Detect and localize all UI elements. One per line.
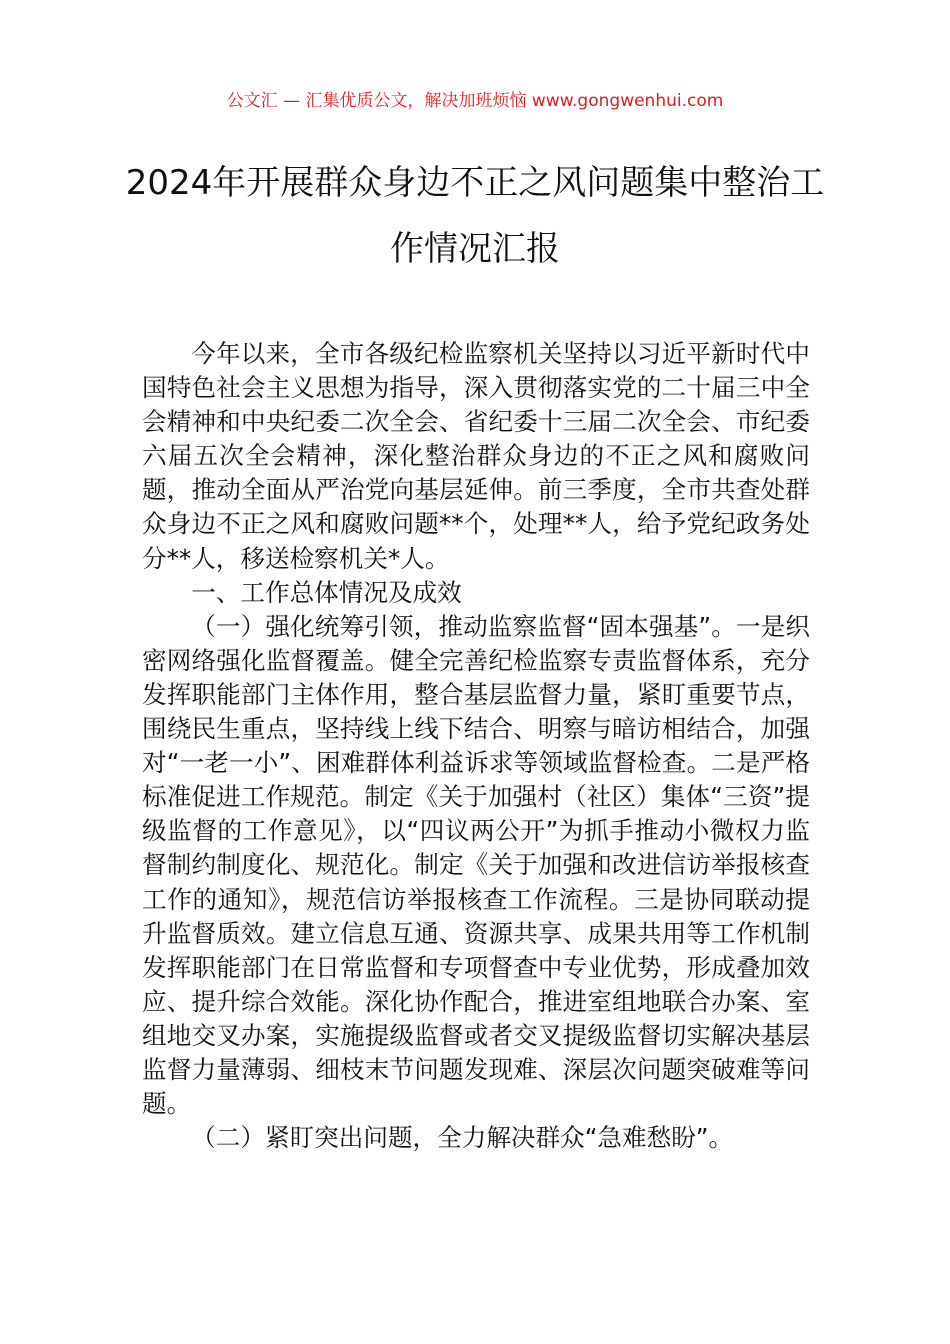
paragraph-intro: 今年以来，全市各级纪检监察机关坚持以习近平新时代中国特色社会主义思想为指导，深入贯彻落实党的二十届三中全会精神和中央纪委二次全会、省纪委十三届二次全会、市纪委六届五次全会精神，深化整治群众身边的不正之风和腐败问题，推动全面从严治党向基层延伸。前三季度，全市共查处群众身边不正之风和腐败问题**个，处理**人，给予党纪政务处分**人，移送检察机关*人。 — [142, 339, 810, 573]
section-heading-1: 一、工作总体情况及成效 — [191, 577, 462, 607]
paragraph-subsection-2: （二）紧盯突出问题，全力解决群众“急难愁盼”。 — [191, 1123, 734, 1153]
watermark-header: 公文汇 — 汇集优质公文，解决加班烦恼 www.gongwenhui.com — [226, 91, 724, 111]
document-title: 2024年开展群众身边不正之风问题集中整治工作情况汇报 — [125, 163, 825, 269]
document-body — [142, 337, 810, 1155]
paragraph-subsection-1: （一）强化统筹引领，推动监察监督“固本强基”。一是织密网络强化监督覆盖。健全完善纪检监察专责监督体系，充分发挥职能部门主体作用，整合基层监督力量，紧盯重要节点，围绕民生重点，坚持线上线下结合、明察与暗访相结合，加强对“一老一小”、困难群体利益诉求等领域监督检查。二是严格标准促进工作规范。制定《关于加强村（社区）集体“三资”提级监督的工作意见》，以“四议两公开”为抓手推动小微权力监督制约制度化、规范化。制定《关于加强和改进信访举报核查工作的通知》，规范信访举报核查工作流程。三是协同联动提升监督质效。建立信息互通、资源共享、成果共用等工作机制发挥职能部门在日常监督和专项督查中专业优势，形成叠加效应、提升综合效能。深化协作配合，推进室组地联合办案、室组地交叉办案，实施提级监督或者交叉提级监督切实解决基层监督力量薄弱、细枝末节问题发现难、深层次问题突破难等问题。 — [142, 611, 810, 1119]
